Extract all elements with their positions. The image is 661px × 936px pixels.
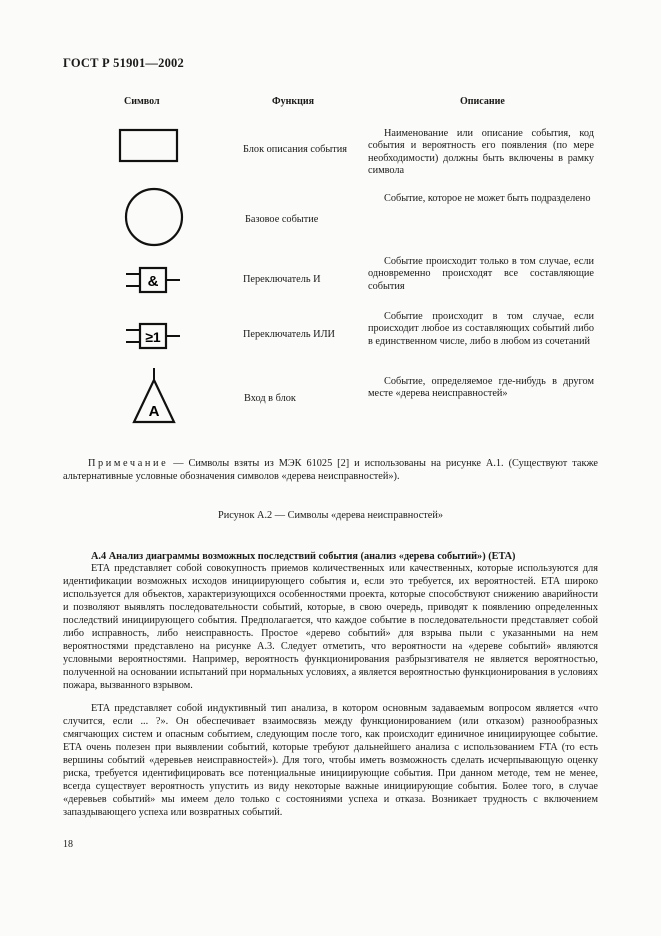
and-gate-icon (124, 264, 182, 296)
function-label: Переключатель И (243, 274, 321, 285)
description-text: Событие, определяемое где-нибудь в другом месте «дерева неисправностей» (368, 376, 594, 400)
figure-note (63, 457, 598, 483)
paragraph-1: ETA представляет собой совокупность приемов количественных или качественных, которые используются для идентификации возможных исходов инициирующего события и, если это требуется, их вероятностей. ETA широко используется для объектов, характеризующихся особенностями проекта, которые способствуют снижению аварийности и позволяют выявлять последовательности событий, которые, в свою очередь, приводят к появлению определенных последствий инициирующего события. Предполагается, что каждое событие в последовательности представляет собой либо исправность, либо неисправность. Простое «дерево событий» для взрыва пыли с указанными на нем вероятностями представлено на рисунке А.3. Следует отметить, что вероятности на «дереве событий» являются условными вероятностями. Например, вероятность функционирования разбрызгивателя не является вероятностью, полученной на основании испытаний при нормальных условиях, а является вероятностью функционирования в условиях пожара, вызванного взрывом. (63, 563, 598, 691)
figure-caption: Рисунок А.2 — Символы «дерева неисправностей» (217, 510, 443, 521)
column-header-description: Описание (460, 96, 505, 107)
page-number: 18 (63, 839, 73, 850)
paragraph-2: ETA представляет собой индуктивный тип анализа, в котором основным задаваемым вопросом является «что случится, если ... ?». Он обеспечивает взаимосвязь между функционированием (или отказом) разнообразных смягчающих систем и опасным событием, следующим после того, как происходит единичное инициирующее событие. ETA очень полезен при выявлении событий, которые требуют дальнейшего анализа с использованием FTA (то есть вершины событий «деревьев неисправностей»). Для того, чтобы иметь возможность сделать исчерпывающую оценку риска, требуется идентифицировать все потенциальные инициирующие события. При данном методе, тем не менее, всегда существует вероятность упустить из виду некоторые важные инициирующие события. Более того, в случае «деревьев событий» мы имеем дело только с состояниями успеха и отказа. Возникает трудность с включением запаздывающего успеха или возвратных событий. (63, 703, 598, 818)
section-title: А.4 Анализ диаграммы возможных последствий события (анализ «дерева событий») (ETA) (91, 551, 516, 562)
transfer-in-triangle-icon (130, 366, 178, 426)
or-gate-icon (124, 320, 182, 352)
note-label: Примечание (88, 458, 169, 469)
function-label: Базовое событие (245, 214, 319, 225)
note-text: — Символы взяты из МЭК 61025 [2] и использованы на рисунке А.1. (Существуют также альтернативные условные обозначения символов «дерева неисправностей»). (63, 458, 598, 482)
description-text: Событие происходит только в том случае, если одновременно происходят все составляющие события (368, 256, 594, 292)
function-label: Вход в блок (244, 393, 296, 404)
event-block-rectangle-icon (118, 128, 180, 164)
column-header-function: Функция (272, 96, 315, 107)
description-text: Событие происходит в том случае, если происходит любое из составляющих событий либо в единственном числе, либо в любом из сочетаний (368, 311, 594, 347)
base-event-circle-icon (123, 186, 185, 248)
description-text: Наименование или описание события, код события и вероятность его появления (по мере необходимости) должны быть включены в рамку символа (368, 128, 594, 177)
function-label: Блок описания события (243, 144, 348, 155)
transfer-in-label: A (148, 403, 160, 420)
description-text: Событие, которое не может быть подразделено (384, 193, 591, 204)
function-label: Переключатель ИЛИ (243, 329, 335, 340)
and-gate-label: & (147, 273, 159, 290)
or-gate-label: ≥1 (145, 329, 161, 345)
document-code: ГОСТ Р 51901—2002 (63, 56, 184, 70)
column-header-symbol: Символ (124, 96, 160, 107)
